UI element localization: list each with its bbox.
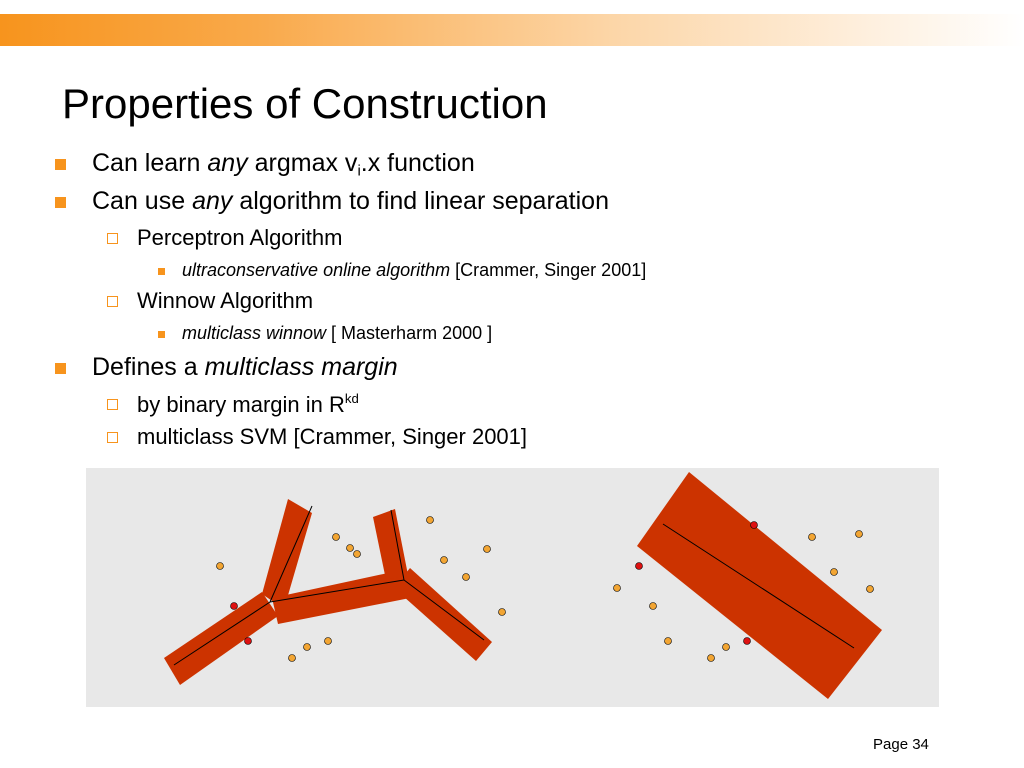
sub-sub-bullet-marker	[158, 268, 165, 275]
bullet-multiclass-winnow: multiclass winnow [ Masterharm 2000 ]	[182, 323, 493, 343]
header-accent-bar	[0, 14, 1024, 46]
bullet-use-any-algorithm: Can use any algorithm to find linear separation	[92, 187, 609, 215]
bullet-multiclass-margin: Defines a multiclass margin	[92, 353, 398, 381]
bullet-marker	[55, 197, 66, 208]
data-point	[427, 517, 434, 524]
bullet-ultraconservative: ultraconservative online algorithm [Crammer, Singer 2001]	[182, 260, 647, 280]
data-point	[441, 557, 448, 564]
slide-title: Properties of Construction	[62, 80, 548, 127]
bullet-perceptron: Perceptron Algorithm	[137, 225, 343, 250]
data-point	[333, 534, 340, 541]
data-point	[809, 534, 816, 541]
data-point	[856, 531, 863, 538]
data-point	[217, 563, 224, 570]
data-point	[289, 655, 296, 662]
data-point	[831, 569, 838, 576]
bullet-winnow: Winnow Algorithm	[137, 288, 314, 313]
data-point	[354, 551, 361, 558]
page-number: Page 34	[873, 736, 929, 753]
data-point	[499, 609, 506, 616]
bullet-multiclass-svm: multiclass SVM [Crammer, Singer 2001]	[137, 424, 528, 449]
data-point	[463, 574, 470, 581]
data-point	[347, 545, 354, 552]
data-point	[325, 638, 332, 645]
data-point	[708, 655, 715, 662]
data-point	[231, 603, 238, 610]
data-point	[484, 546, 491, 553]
data-point	[304, 644, 311, 651]
sub-sub-bullet-marker	[158, 331, 165, 338]
bullet-marker	[55, 159, 66, 170]
data-point	[650, 603, 657, 610]
sub-bullet-marker	[107, 296, 118, 307]
bullet-binary-margin: by binary margin in $R^{kd}$	[137, 391, 359, 418]
data-point	[744, 638, 751, 645]
bullet-marker	[55, 363, 66, 374]
data-point	[665, 638, 672, 645]
sub-bullet-marker	[107, 233, 118, 244]
data-point	[751, 522, 758, 529]
data-point	[614, 585, 621, 592]
data-point	[723, 644, 730, 651]
sub-bullet-marker	[107, 399, 118, 410]
data-point	[245, 638, 252, 645]
data-point	[636, 563, 643, 570]
data-point	[867, 586, 874, 593]
sub-bullet-marker	[107, 432, 118, 443]
separation-figure	[86, 468, 939, 707]
bullet-learn-any: Can learn any argmax $v_i.x$ function	[92, 149, 475, 180]
